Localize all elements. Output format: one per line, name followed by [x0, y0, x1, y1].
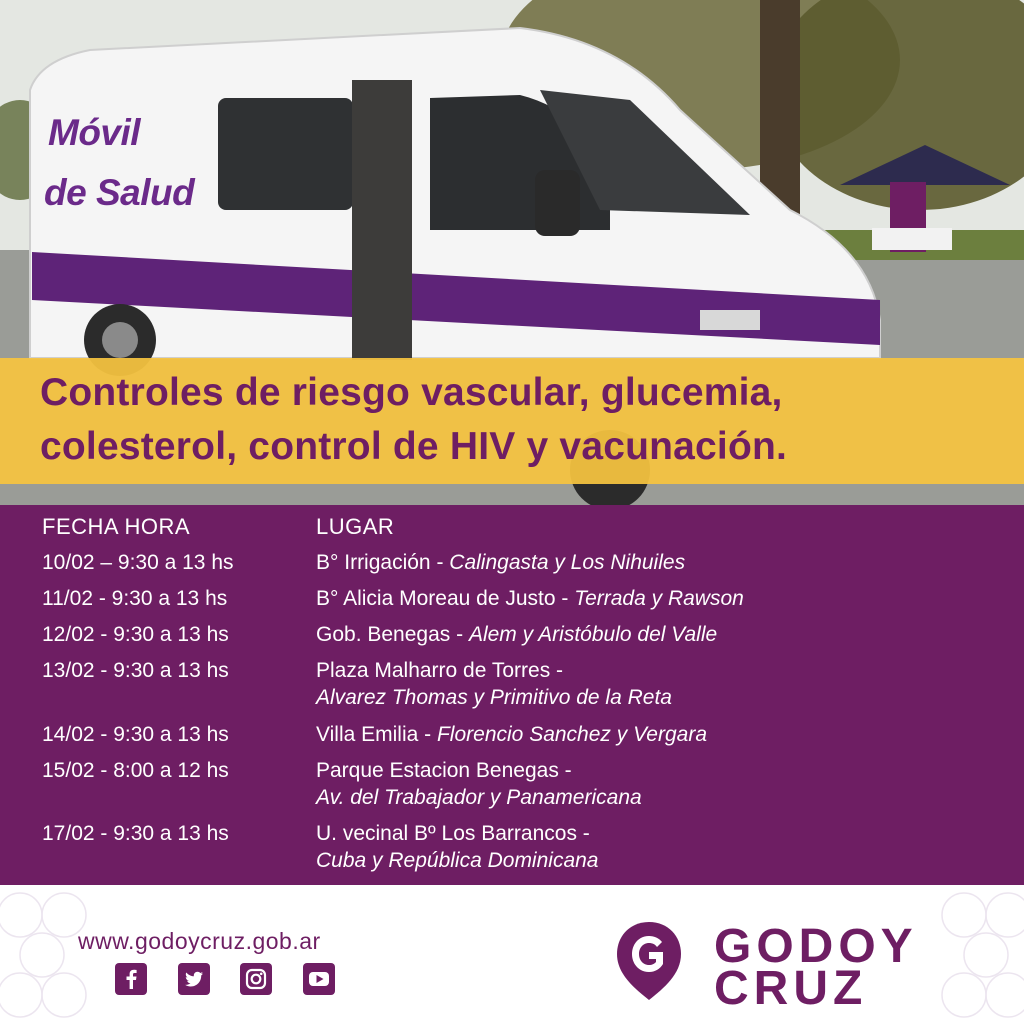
schedule-place: [316, 723, 707, 747]
place-name: B° Irrigación -: [316, 551, 450, 574]
banner-line-2: colesterol, control de HIV y vacunación.: [40, 425, 788, 468]
place-street: Calingasta y Los Nihuiles: [449, 551, 686, 574]
place-street: Florencio Sanchez y Vergara: [436, 723, 708, 746]
van-title-salud: de Salud: [44, 172, 195, 213]
logo-text-line-2: CRUZ: [714, 962, 868, 1015]
place-street: Alvarez Thomas y Primitivo de la Reta: [316, 686, 672, 709]
place-name: Villa Emilia -: [316, 723, 437, 746]
place-street: Cuba y República Dominicana: [316, 849, 599, 872]
schedule-date: 11/02 - 9:30 a 13 hs: [42, 587, 228, 610]
van-title-movil: Móvil: [48, 112, 141, 153]
godoy-cruz-logo-icon: [614, 920, 684, 1002]
logo-text-line-1: GODOY: [714, 920, 918, 973]
instagram-icon[interactable]: [240, 963, 272, 995]
banner-line-1: Controles de riesgo vascular, glucemia,: [40, 371, 783, 414]
schedule-place: [316, 551, 685, 575]
schedule-place: [316, 587, 744, 611]
header-place: LUGAR: [316, 514, 395, 539]
place-name: U. vecinal Bº Los Barrancos -: [316, 822, 590, 845]
website-link[interactable]: www.godoycruz.gob.ar: [78, 928, 321, 954]
place-name: Parque Estacion Benegas -: [316, 759, 572, 782]
schedule-place: [316, 623, 717, 647]
header-date: FECHA HORA: [42, 514, 191, 539]
facebook-icon[interactable]: [115, 963, 147, 995]
schedule-date: 12/02 - 9:30 a 13 hs: [42, 623, 229, 646]
twitter-icon[interactable]: [178, 963, 210, 995]
schedule-date: 15/02 - 8:00 a 12 hs: [42, 759, 229, 782]
place-street: Av. del Trabajador y Panamericana: [316, 786, 642, 809]
place-name: B° Alicia Moreau de Justo -: [316, 587, 575, 610]
place-name: Plaza Malharro de Torres -: [316, 659, 564, 682]
place-name: Gob. Benegas -: [316, 623, 469, 646]
schedule-date: 17/02 - 9:30 a 13 hs: [42, 822, 229, 845]
place-street: Alem y Aristóbulo del Valle: [468, 623, 718, 646]
schedule-date: 10/02 – 9:30 a 13 hs: [42, 551, 234, 574]
schedule-date: 13/02 - 9:30 a 13 hs: [42, 659, 229, 682]
youtube-icon[interactable]: [303, 963, 335, 995]
schedule-date: 14/02 - 9:30 a 13 hs: [42, 723, 229, 746]
place-street: Terrada y Rawson: [574, 587, 744, 610]
